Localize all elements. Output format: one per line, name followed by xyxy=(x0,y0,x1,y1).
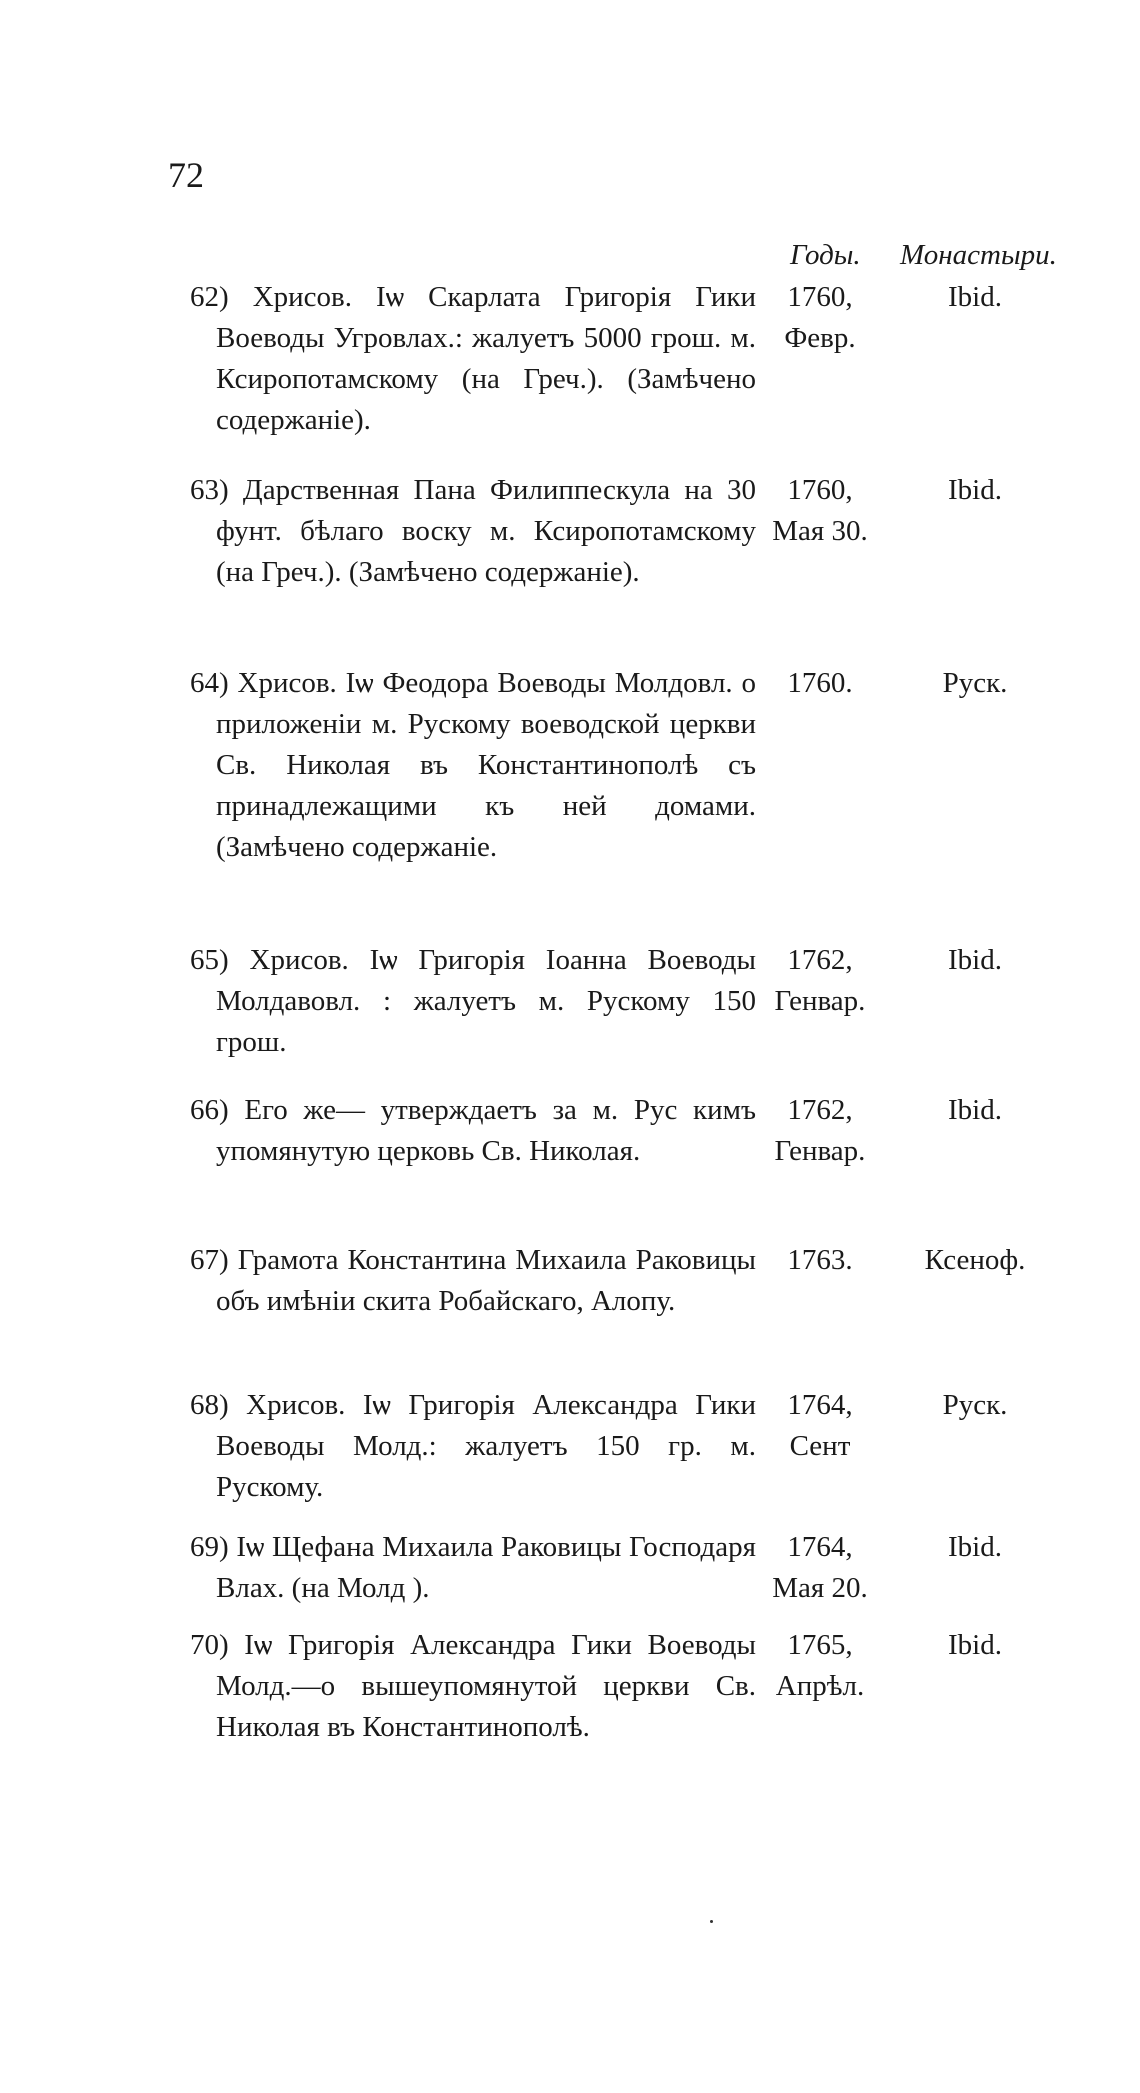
entry-number: 65) xyxy=(190,944,229,976)
entry-number: 68) xyxy=(190,1389,229,1421)
entry-text xyxy=(190,1240,756,1322)
entry-year: 1765, Апрѣл. xyxy=(775,1629,865,1702)
entry-text xyxy=(190,1385,756,1508)
entry-text xyxy=(190,470,756,593)
entry-year: 1764, Мая 20. xyxy=(772,1531,868,1604)
entry-description: Хрисов. Іѡ Скарлата Григорія Гики Воеводы Угровлах.: жалуетъ 5000 грош. м. Ксиропотамскому (на Греч.). (Замѣчено содержаніе). xyxy=(216,281,756,436)
entry-description: Хрисов. Іѡ Феодора Воеводы Молдовл. о приложеніи м. Рускому воеводской церкви Св. Николая въ Константинополѣ съ принадлежащими къ ней домами. (Замѣчено содержаніе. xyxy=(216,667,757,863)
entry-monastery: Ксеноф. xyxy=(924,1244,1026,1276)
entry-description: Хрисов. Іѡ Григорія Александра Гики Воеводы Молд.: жалуетъ 150 гр. м. Рускому. xyxy=(216,1389,757,1503)
entry-year: 1764, Сент xyxy=(787,1389,853,1462)
entry-text xyxy=(190,1090,756,1172)
page-number: 72 xyxy=(168,155,204,195)
entry-monastery: Ibid. xyxy=(948,474,1002,506)
entry-year: 1762, Генвар. xyxy=(774,1094,866,1167)
stray-mark xyxy=(710,1920,713,1923)
entry-year: 1760. xyxy=(787,667,853,699)
entry-number: 69) xyxy=(190,1531,229,1563)
entry-monastery: Ibid. xyxy=(948,944,1002,976)
entry-text xyxy=(190,1625,756,1748)
entry-year: 1762, Генвар. xyxy=(774,944,866,1017)
entry-number: 66) xyxy=(190,1094,229,1126)
entry-number: 67) xyxy=(190,1244,229,1276)
column-header-monasteries: Монастыри. xyxy=(900,239,1057,271)
entry-text xyxy=(190,1527,756,1609)
entry-monastery: Ibid. xyxy=(948,1531,1002,1563)
entry-monastery: Руск. xyxy=(942,667,1008,699)
entry-year: 1763. xyxy=(787,1244,853,1276)
entry-year: 1760, Февр. xyxy=(784,281,856,354)
entry-number: 70) xyxy=(190,1629,229,1661)
entry-number: 64) xyxy=(190,667,229,699)
entry-year: 1760, Мая 30. xyxy=(772,474,868,547)
entry-description: Іѡ Щефана Михаила Раковицы Господаря Влах. (на Молд ). xyxy=(216,1531,757,1604)
entry-monastery: Руск. xyxy=(942,1389,1008,1421)
entry-monastery: Ibid. xyxy=(948,1094,1002,1126)
column-header-years: Годы. xyxy=(790,239,861,271)
entry-text xyxy=(190,663,756,868)
entry-text xyxy=(190,277,756,441)
entry-description: Грамота Константина Михаила Раковицы объ имѣніи скита Робайскаго, Алопу. xyxy=(216,1244,756,1317)
entry-description: Его же— утверждаетъ за м. Рус кимъ упомянутую церковь Св. Николая. xyxy=(216,1094,756,1167)
entry-description: Дарственная Пана Филиппескула на 30 фунт. бѣлаго воску м. Ксиропотамскому (на Греч.). (Замѣчено содержаніе). xyxy=(216,474,756,588)
entry-text xyxy=(190,940,756,1063)
entry-description: Хрисов. Іѡ Григорія Іоанна Воеводы Молдавовл. : жалуетъ м. Рускому 150 грош. xyxy=(216,944,757,1058)
entry-monastery: Ibid. xyxy=(948,1629,1002,1661)
entry-description: Іѡ Григорія Александра Гики Воеводы Молд.—о вышеупомянутой церкви Св. Николая въ Константинополѣ. xyxy=(216,1629,756,1743)
entry-number: 62) xyxy=(190,281,229,313)
entry-number: 63) xyxy=(190,474,229,506)
entry-monastery: Ibid. xyxy=(948,281,1002,313)
